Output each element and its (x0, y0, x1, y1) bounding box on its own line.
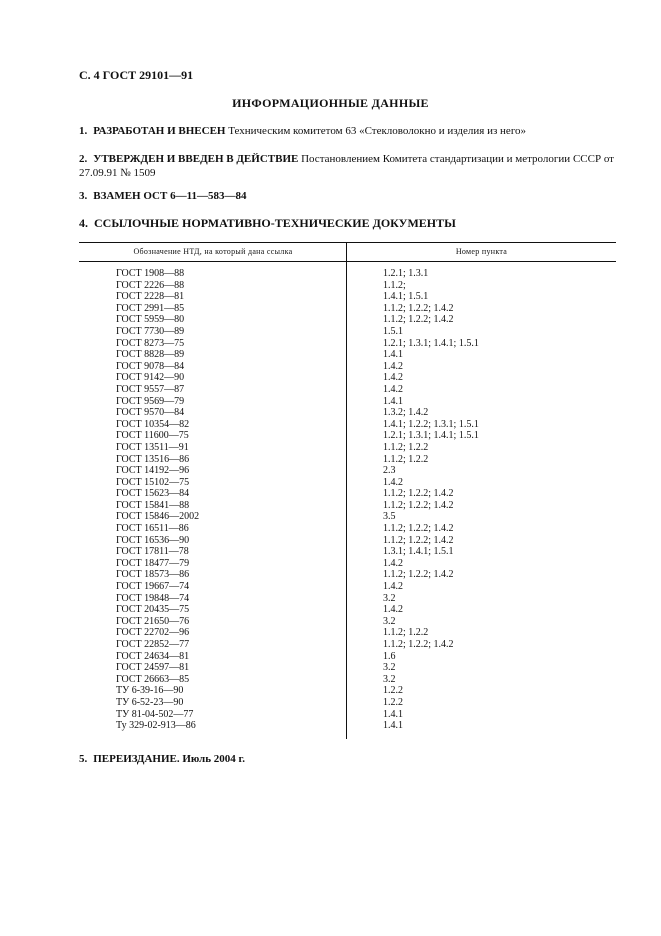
document-designation: ГОСТ 5959—80 (116, 314, 185, 326)
document-designation: ГОСТ 18573—86 (116, 569, 190, 581)
item-text: Постановлением Комитета стандартизации и метрологии СССР от 27.09.91 № 1509 (79, 153, 614, 179)
document-title: ИНФОРМАЦИОННЫЕ ДАННЫЕ (232, 96, 429, 110)
clause-number: 1.4.2 (383, 360, 403, 372)
document-designation: ГОСТ 13516—86 (116, 453, 190, 465)
clause-number: 1.1.2; 1.2.2; 1.4.2 (383, 302, 454, 314)
table-row (79, 593, 616, 605)
document-designation: ГОСТ 19848—74 (116, 592, 190, 604)
table-row (79, 500, 616, 512)
clause-number: 3.2 (383, 662, 396, 674)
table-row (79, 407, 616, 419)
clause-number: 1.1.2; 1.2.2; 1.4.2 (383, 569, 454, 581)
table-row (79, 662, 616, 674)
table-row (79, 430, 616, 442)
clause-number: 1.1.2; 1.2.2; 1.4.2 (383, 523, 454, 535)
clause-number: 3.2 (383, 673, 396, 685)
item-heading: УТВЕРЖДЕН И ВВЕДЕН В ДЕЙСТВИЕ (93, 153, 299, 165)
table-row (79, 465, 616, 477)
table-row (79, 338, 616, 350)
clause-number: 1.4.2 (383, 604, 403, 616)
document-designation: ГОСТ 9557—87 (116, 383, 185, 395)
table-row (79, 511, 616, 523)
table-row (79, 280, 616, 292)
table-row (79, 372, 616, 384)
document-designation: ГОСТ 15846—2002 (116, 511, 200, 523)
document-designation: ГОСТ 8828—89 (116, 349, 185, 361)
clause-number: 1.1.2; 1.2.2 (383, 453, 429, 465)
table-row (79, 627, 616, 639)
document-designation: ГОСТ 22702—96 (116, 627, 190, 639)
document-designation: ГОСТ 17811—78 (116, 546, 189, 558)
item-number: 1. (79, 125, 88, 137)
column-header-clause: Номер пункта (455, 247, 508, 256)
document-designation: ГОСТ 2226—88 (116, 279, 185, 291)
table-row (79, 442, 616, 454)
clause-number: 1.4.1 (383, 720, 403, 732)
document-designation: ГОСТ 2991—85 (116, 302, 185, 314)
table-body (79, 268, 616, 732)
clause-number: 1.3.1; 1.4.1; 1.5.1 (383, 546, 454, 558)
document-designation: ГОСТ 1908—88 (116, 268, 185, 279)
document-designation: ГОСТ 14192—96 (116, 465, 190, 477)
table-row (79, 384, 616, 396)
item-heading: ПЕРЕИЗДАНИЕ. Июль 2004 г. (93, 753, 246, 765)
table-row (79, 314, 616, 326)
clause-number: 1.1.2; 1.2.2; 1.4.2 (383, 314, 454, 326)
clause-number: 1.4.1; 1.5.1 (383, 291, 429, 303)
document-designation: ГОСТ 15623—84 (116, 488, 190, 500)
table-row (79, 546, 616, 558)
table-row (79, 639, 616, 651)
item-number: 2. (79, 153, 88, 165)
document-designation: ГОСТ 9569—79 (116, 395, 185, 407)
item-3 (79, 189, 619, 203)
column-header-designation: Обозначение НТД, на который дана ссылка (133, 247, 293, 256)
item-heading: РАЗРАБОТАН И ВНЕСЕН (93, 125, 226, 137)
clause-number: 1.1.2; 1.2.2 (383, 441, 429, 453)
item-text: Техническим комитетом 63 «Стекловолокно и изделия из него» (228, 125, 527, 137)
clause-number: 3.2 (383, 615, 396, 627)
document-designation: ТУ 6-52-23—90 (116, 696, 184, 708)
table-row (79, 604, 616, 616)
item-5 (79, 752, 619, 766)
table-row (79, 291, 616, 303)
document-designation: ТУ 81-04-502—77 (116, 708, 194, 720)
table-row (79, 523, 616, 535)
clause-number: 1.4.2 (383, 383, 403, 395)
clause-number: 1.1.2; (383, 279, 406, 291)
clause-number: 1.1.2; 1.2.2; 1.4.2 (383, 499, 454, 511)
table-row (79, 558, 616, 570)
clause-number: 1.6 (383, 650, 396, 662)
clause-number: 1.4.1 (383, 708, 403, 720)
table-row (79, 349, 616, 361)
document-designation: ГОСТ 7730—89 (116, 325, 185, 337)
table-row (79, 488, 616, 500)
table-header (79, 242, 616, 262)
document-designation: ГОСТ 15841—88 (116, 499, 190, 511)
clause-number: 1.1.2; 1.2.2 (383, 627, 429, 639)
clause-number: 1.4.2 (383, 476, 403, 488)
table-row (79, 616, 616, 628)
document-designation: ГОСТ 24597—81 (116, 662, 190, 674)
item-heading: ССЫЛОЧНЫЕ НОРМАТИВНО-ТЕХНИЧЕСКИЕ ДОКУМЕНТЫ (94, 216, 456, 230)
clause-number: 1.2.1; 1.3.1; 1.4.1; 1.5.1 (383, 430, 479, 442)
item-4 (79, 216, 619, 230)
document-designation: ТУ 6-39-16—90 (116, 685, 184, 697)
clause-number: 1.1.2; 1.2.2; 1.4.2 (383, 488, 454, 500)
clause-number: 1.4.1; 1.2.2; 1.3.1; 1.5.1 (383, 418, 479, 430)
table-row (79, 477, 616, 489)
table-row (79, 720, 616, 732)
document-designation: ГОСТ 24634—81 (116, 650, 190, 662)
document-designation: ГОСТ 26663—85 (116, 673, 190, 685)
document-designation: ГОСТ 9570—84 (116, 407, 185, 419)
document-designation: ГОСТ 18477—79 (116, 557, 190, 569)
document-designation: ГОСТ 2228—81 (116, 291, 185, 303)
table-row (79, 326, 616, 338)
document-designation: ГОСТ 19667—74 (116, 581, 190, 593)
item-number: 4. (79, 216, 88, 230)
document-designation: ГОСТ 11600—75 (116, 430, 189, 442)
clause-number: 1.4.1 (383, 349, 403, 361)
clause-number: 1.2.2 (383, 685, 403, 697)
clause-number: 1.1.2; 1.2.2; 1.4.2 (383, 639, 454, 650)
item-2 (79, 152, 619, 180)
clause-number: 1.4.2 (383, 372, 403, 384)
item-1 (79, 124, 619, 138)
table-row (79, 674, 616, 686)
clause-number: 1.4.2 (383, 557, 403, 569)
clause-number: 3.2 (383, 592, 396, 604)
table-row (79, 454, 616, 466)
references-table (79, 242, 616, 732)
table-row (79, 268, 616, 280)
document-designation: ГОСТ 9142—90 (116, 372, 185, 384)
document-designation: ГОСТ 16536—90 (116, 534, 190, 546)
clause-number: 1.2.2 (383, 696, 403, 708)
table-row (79, 396, 616, 408)
clause-number: 1.2.1; 1.3.1 (383, 268, 429, 279)
document-designation: ГОСТ 15102—75 (116, 476, 190, 488)
document-designation: Ту 329-02-913—86 (116, 720, 196, 732)
clause-number: 3.5 (383, 511, 396, 523)
clause-number: 2.3 (383, 465, 396, 477)
item-heading: ВЗАМЕН ОСТ 6—11—583—84 (93, 190, 247, 202)
document-designation: ГОСТ 13511—91 (116, 441, 189, 453)
clause-number: 1.3.2; 1.4.2 (383, 407, 429, 419)
table-row (79, 581, 616, 593)
table-row (79, 419, 616, 431)
document-designation: ГОСТ 16511—86 (116, 523, 189, 535)
document-designation: ГОСТ 9078—84 (116, 360, 185, 372)
table-row (79, 697, 616, 709)
table-row (79, 651, 616, 663)
item-number: 5. (79, 753, 88, 765)
clause-number: 1.2.1; 1.3.1; 1.4.1; 1.5.1 (383, 337, 479, 349)
clause-number: 1.1.2; 1.2.2; 1.4.2 (383, 534, 454, 546)
document-designation: ГОСТ 20435—75 (116, 604, 190, 616)
table-row (79, 685, 616, 697)
table-row (79, 535, 616, 547)
document-designation: ГОСТ 21650—76 (116, 615, 190, 627)
table-row (79, 361, 616, 373)
document-designation: ГОСТ 8273—75 (116, 337, 185, 349)
table-row (79, 709, 616, 721)
clause-number: 1.4.2 (383, 581, 403, 593)
clause-number: 1.5.1 (383, 325, 403, 337)
clause-number: 1.4.1 (383, 395, 403, 407)
document-designation: ГОСТ 10354—82 (116, 418, 190, 430)
page-header: С. 4 ГОСТ 29101—91 (79, 68, 194, 82)
item-number: 3. (79, 190, 88, 202)
table-row (79, 303, 616, 315)
table-row (79, 569, 616, 581)
document-designation: ГОСТ 22852—77 (116, 639, 190, 650)
